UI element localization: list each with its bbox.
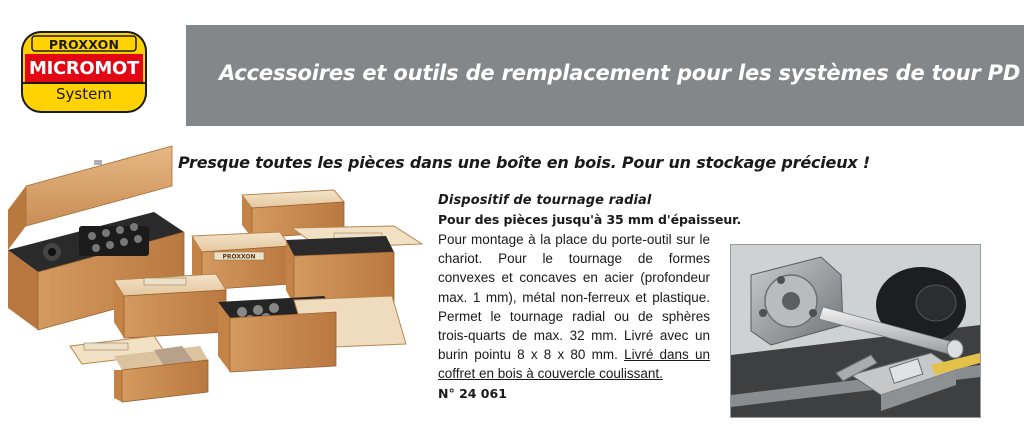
box-label: PROXXON [222,253,256,261]
item-number: N° 24 061 [438,385,507,401]
product-body [438,230,710,384]
product-subtitle: Pour des pièces jusqu'à 35 mm d'épaisseur. [438,212,742,227]
proxxon-micromot-logo [20,30,148,114]
logo-proxxon-text: PROXXON [48,37,120,52]
radial-turning-device-photo [730,244,981,418]
banner-title: Accessoires et outils de remplacement pour les systèmes de tour PD [219,61,1021,85]
product-body-text: Pour montage à la place du porte-outil sur le chariot. Pour le tournage de formes convexes et concaves en acier (profondeur max. 1 mm), métal non-ferreux et plastique. Permet le tournage radial ou de sphères trois-quarts de max. 32 mm. Livré avec un burin pointu 8 x 8 x 80 mm. [438,232,710,363]
tagline: Presque toutes les pièces dans une boîte en bois. Pour un stockage précieux ! [178,153,870,172]
logo-micromot-text: MICROMOT [28,58,140,79]
product-title: Dispositif de tournage radial [438,193,652,208]
wooden-storage-boxes-photo [4,140,430,412]
product-description [438,192,742,403]
header-banner [186,25,1024,126]
product-body-underlined: Livré dans un coffret en bois à couvercle coulissant. [438,347,710,382]
logo-system-text: System [56,85,112,103]
